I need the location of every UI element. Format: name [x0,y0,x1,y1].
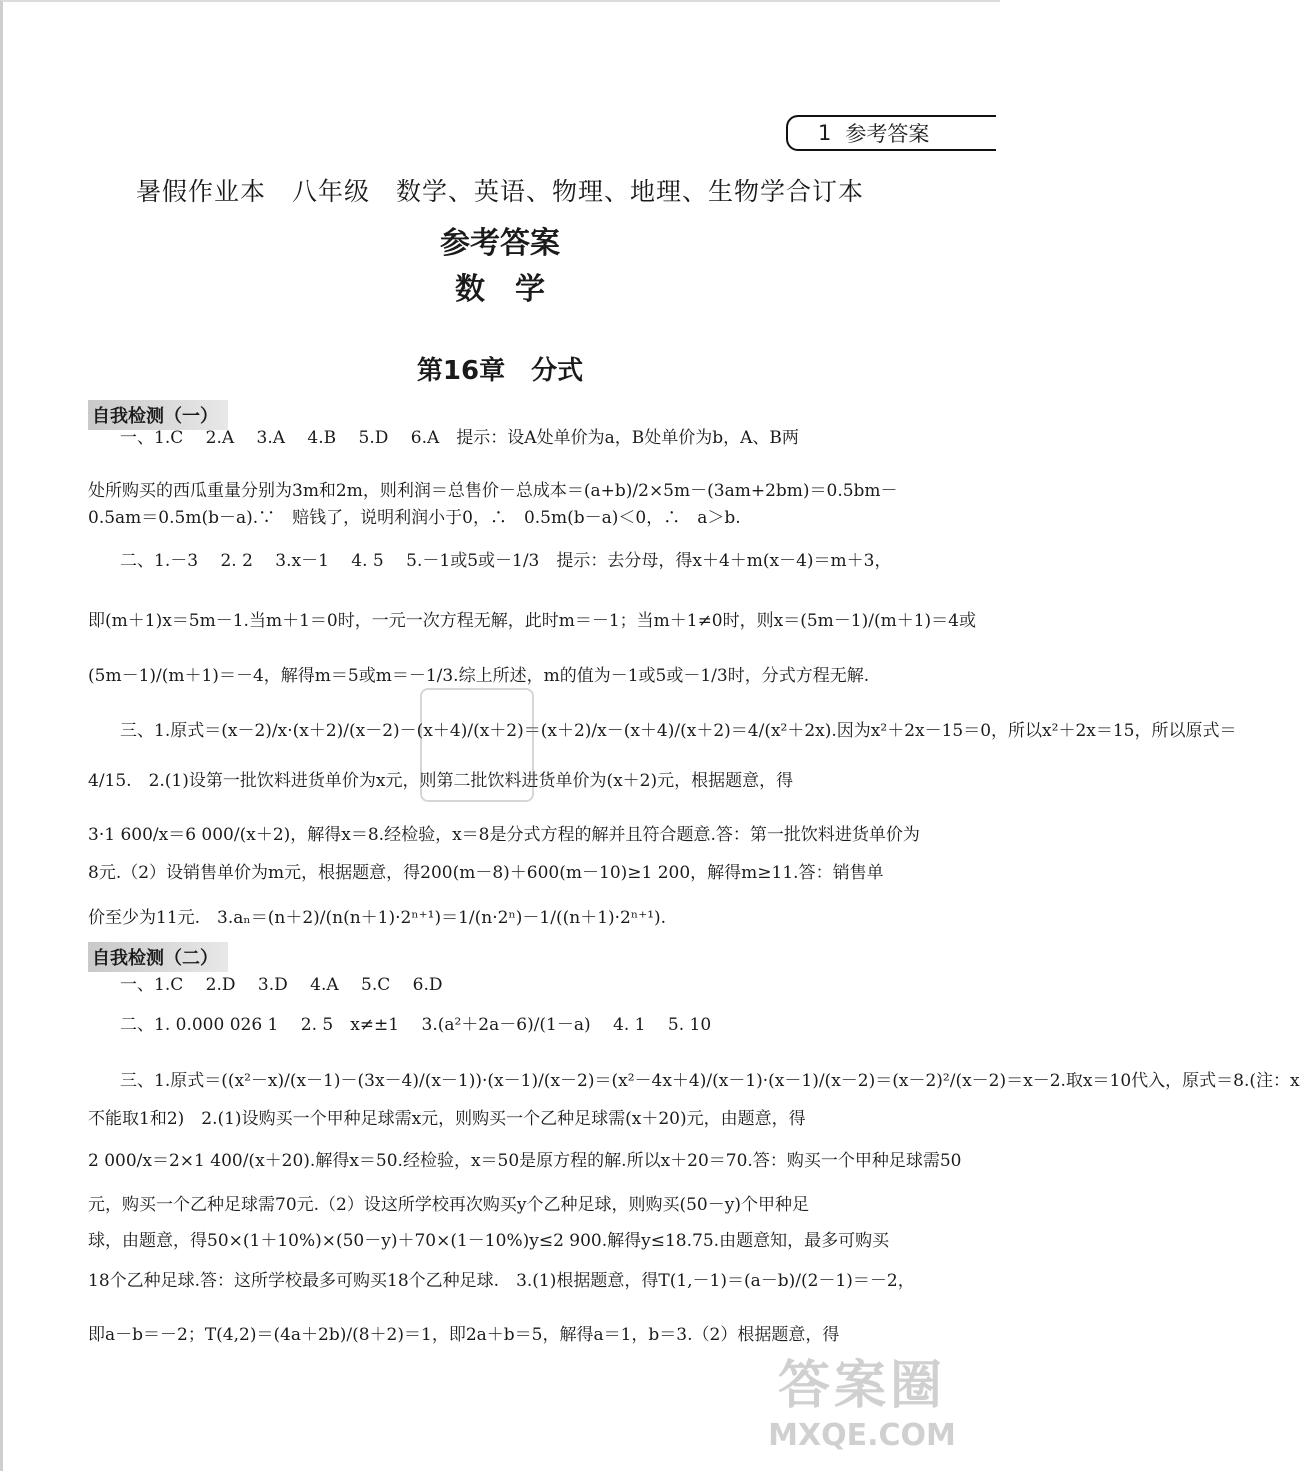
book-title: 暑假作业本 八年级 数学、英语、物理、地理、生物学合订本 [135,177,864,206]
answer-line: 三、1.原式＝((x²－x)/(x－1)－(3x－4)/(x－1))·(x－1)/(x－2)＝(x²－4x＋4)/(x－1)·(x－1)/(x－2)＝(x－2)²/(x－2)＝x－2.取x＝10代入，原式＝8.(注：x [120,1071,1300,1091]
answer-line: 一、1.C 2.A 3.A 4.B 5.D 6.A 提示：设A处单价为a，B处单价为b，A、B两 [120,428,799,448]
answer-line: 3·1 600/x＝6 000/(x＋2)，解得x＝8.经检验，x＝8是分式方程的解并且符合题意.答：第一批饮料进货单价为 [88,825,920,845]
answer-line: 4/15. 2.(1)设第一批饮料进货单价为x元，则第二批饮料进货单价为(x＋2)元，根据题意，得 [88,771,794,791]
answer-line: 二、1.－3 2. 2 3.x－1 4. 5 5.－1或5或－1/3 提示：去分母，得x＋4＋m(x－4)＝m＋3， [120,551,892,571]
watermark-text: 答案圈 [777,1356,946,1416]
chapter-heading: 第16章 分式 [416,356,584,386]
section-title-1: 自我检测（一） [88,400,228,430]
answer-line: 元，购买一个乙种足球需70元.（2）设这所学校再次购买y个乙种足球，则购买(50－y)个甲种足 [88,1195,809,1215]
answer-line: 18个乙种足球.答：这所学校最多可购买18个乙种足球. 3.(1)根据题意，得T(1,－1)＝(a－b)/(2－1)＝－2， [88,1271,915,1291]
answer-line: 即(m＋1)x＝5m－1.当m＋1＝0时，一元一次方程无解，此时m＝－1；当m＋1≠0时，则x＝(5m－1)/(m＋1)＝4或 [88,611,976,631]
header-label: 参考答案 [845,122,930,146]
watermark-logo [742,1343,982,1463]
subject-heading: 数学 [455,272,575,307]
answer-line: 二、1. 0.000 026 1 2. 5 x≠±1 3.(a²＋2a－6)/(1－a) 4. 1 5. 10 [120,1015,712,1035]
answer-line: 即a－b＝－2；T(4,2)＝(4a＋2b)/(8＋2)＝1，即2a＋b＝5，解得a＝1，b＝3.（2）根据题意，得 [88,1325,840,1345]
answer-line: 2 000/x＝2×1 400/(x＋20).解得x＝50.经检验，x＝50是原方程的解.所以x＋20＝70.答：购买一个甲种足球需50 [88,1151,962,1171]
answer-line: 球，由题意，得50×(1＋10%)×(50－y)＋70×(1－10%)y≤2 900.解得y≤18.75.由题意知，最多可购买 [88,1231,890,1251]
answer-line: 0.5am＝0.5m(b－a).∵ 赔钱了，说明利润小于0，∴ 0.5m(b－a)＜0，∴ a＞b. [88,508,741,528]
watermark-url: MXQE.COM [768,1418,956,1453]
section-title-2: 自我检测（二） [88,942,228,972]
page-header-tab [786,115,996,151]
answer-line: 三、1.原式＝(x－2)/x·(x＋2)/(x－2)－(x＋4)/(x＋2)＝(x＋2)/x－(x＋4)/(x＋2)＝4/(x²＋2x).因为x²＋2x－15＝0，所以x²＋2x＝15，所以原式＝ [120,721,1237,741]
answer-line: 一、1.C 2.D 3.D 4.A 5.C 6.D [120,975,443,995]
answer-line: 8元.（2）设销售单价为m元，根据题意，得200(m－8)＋600(m－10)≥1 200，解得m≥11.答：销售单 [88,863,884,883]
answer-line: 价至少为11元. 3.aₙ＝(n＋2)/(n(n＋1)·2ⁿ⁺¹)＝1/(n·2ⁿ)－1/((n＋1)·2ⁿ⁺¹). [88,908,667,928]
page-number: 1 [818,121,832,145]
answer-line: 不能取1和2) 2.(1)设购买一个甲种足球需x元，则购买一个乙种足球需(x＋20)元，由题意，得 [88,1109,806,1129]
document-title: 参考答案 [440,226,560,261]
stamp-mark [420,688,534,802]
answer-line: 处所购买的西瓜重量分别为3m和2m，则利润＝总售价－总成本＝(a+b)/2×5m－(3am+2bm)＝0.5bm－ [88,481,898,501]
answer-line: (5m－1)/(m＋1)＝－4，解得m＝5或m＝－1/3.综上所述，m的值为－1或5或－1/3时，分式方程无解. [88,666,870,686]
